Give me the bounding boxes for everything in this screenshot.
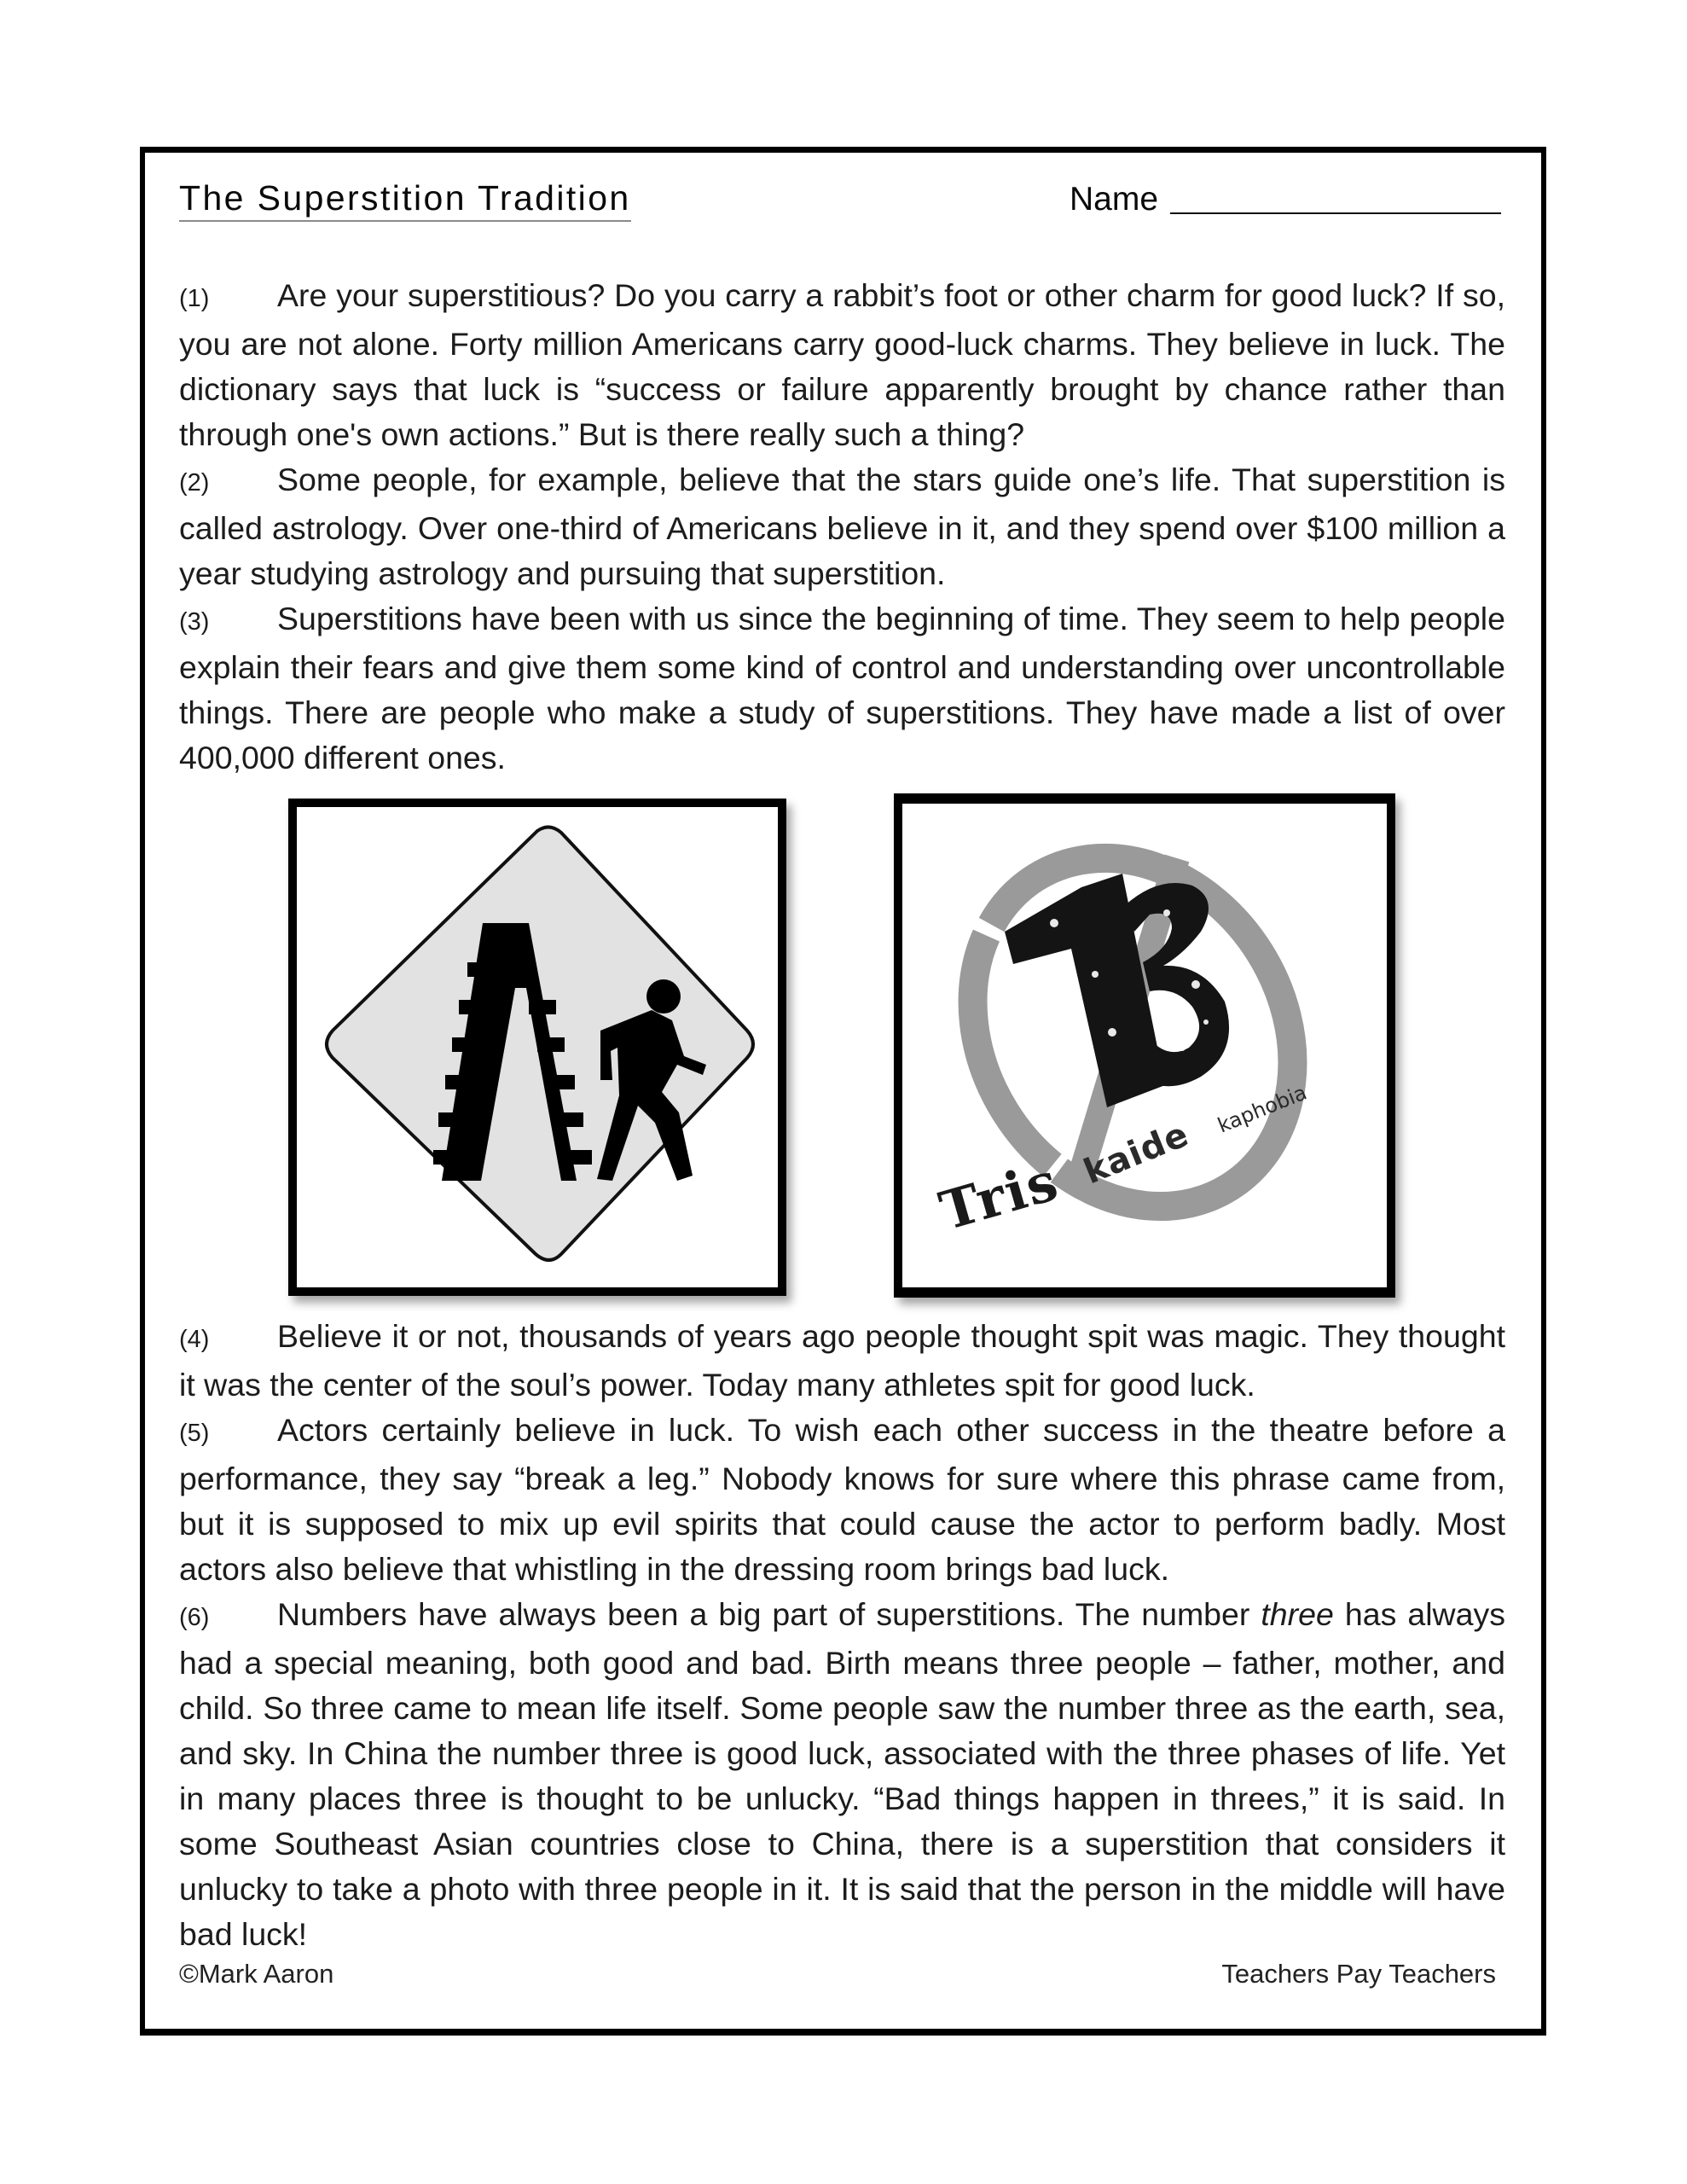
paragraph-text-italic: three <box>1261 1596 1334 1632</box>
walking-under-ladder-sign-icon <box>297 807 778 1287</box>
name-label: Name <box>1070 181 1159 218</box>
paragraph-number: (4) <box>179 1326 210 1353</box>
paragraph-4 <box>179 1314 1505 1408</box>
paragraph-3 <box>179 596 1505 781</box>
triskaidekaphobia-image <box>894 793 1395 1298</box>
paragraph-6 <box>179 1592 1505 1957</box>
ladder-sign-image <box>288 799 786 1296</box>
passage-top <box>179 273 1505 781</box>
paragraph-1 <box>179 273 1505 457</box>
paragraph-text-end: has always had a special meaning, both good and bad. Birth means three people – father, mother, and child. So three came to mean life itself. Some people saw the number three as the earth, sea, and sky. In China the number three is good luck, associated with the three phases of life. Yet in many places three is thought to be unlucky. “Bad things happen in threes,” it is said. In some Southeast Asian countries close to China, there is a superstition that considers it unlucky to take a photo with three people in it. It is said that the person in the middle will have bad luck! <box>179 1596 1505 1952</box>
paragraph-2 <box>179 457 1505 596</box>
paragraph-text: Believe it or not, thousands of years ago people thought spit was magic. They thought it was the center of the soul’s power. Today many athletes spit for good luck. <box>179 1318 1505 1403</box>
name-field <box>1070 179 1501 220</box>
paragraph-text-start: Numbers have always been a big part of superstitions. The number <box>277 1596 1261 1632</box>
paragraph-text: Superstitions have been with us since the beginning of time. They seem to help people explain their fears and give them some kind of control and understanding over uncontrollable things. There are people who make a study of superstitions. They have made a list of over 400,000 different ones. <box>179 601 1505 775</box>
paragraph-number: (2) <box>179 469 210 497</box>
paragraph-number: (5) <box>179 1420 210 1447</box>
worksheet-title: The Superstition Tradition <box>179 177 631 222</box>
paragraph-5 <box>179 1408 1505 1592</box>
no-thirteen-logo-icon <box>902 804 1387 1287</box>
paragraph-text: Are your superstitious? Do you carry a rabbit’s foot or other charm for good luck? If so, you are not alone. Forty million Americans carry good-luck charms. They believe in luck. The dictionary says that luck is “success or failure apparently brought by chance rather than through one's own actions.” But is there really such a thing? <box>179 277 1505 452</box>
thirteen-numeral <box>1005 874 1229 1107</box>
paragraph-number: (6) <box>179 1604 210 1631</box>
triskaidekaphobia-logo-text: Tris <box>933 1149 1066 1243</box>
passage-bottom <box>179 1314 1505 1957</box>
triskaidekaphobia-logo-text-tail: kaide <box>1078 1114 1195 1193</box>
paragraph-text: Some people, for example, believe that the stars guide one’s life. That superstition is called astrology. Over one-third of Americans believe in it, and they spend over $100 million a year studying astrology and pursuing that superstition. <box>179 462 1505 591</box>
paragraph-number: (3) <box>179 608 210 636</box>
copyright-notice: ©Mark Aaron <box>179 1959 334 1989</box>
paragraph-number: (1) <box>179 285 210 312</box>
name-blank-line[interactable] <box>1170 212 1501 214</box>
paragraph-text: Actors certainly believe in luck. To wish each other success in the theatre before a performance, they say “break a leg.” Nobody knows for sure where this phrase came from, but it is supposed to mix up evil spirits that could cause the actor to perform badly. Most actors also believe that whistling in the dressing room brings bad luck. <box>179 1412 1505 1587</box>
triskaidekaphobia-logo-text-end: kaphobia <box>1214 1080 1311 1138</box>
publisher-credit: Teachers Pay Teachers <box>1221 1959 1496 1989</box>
